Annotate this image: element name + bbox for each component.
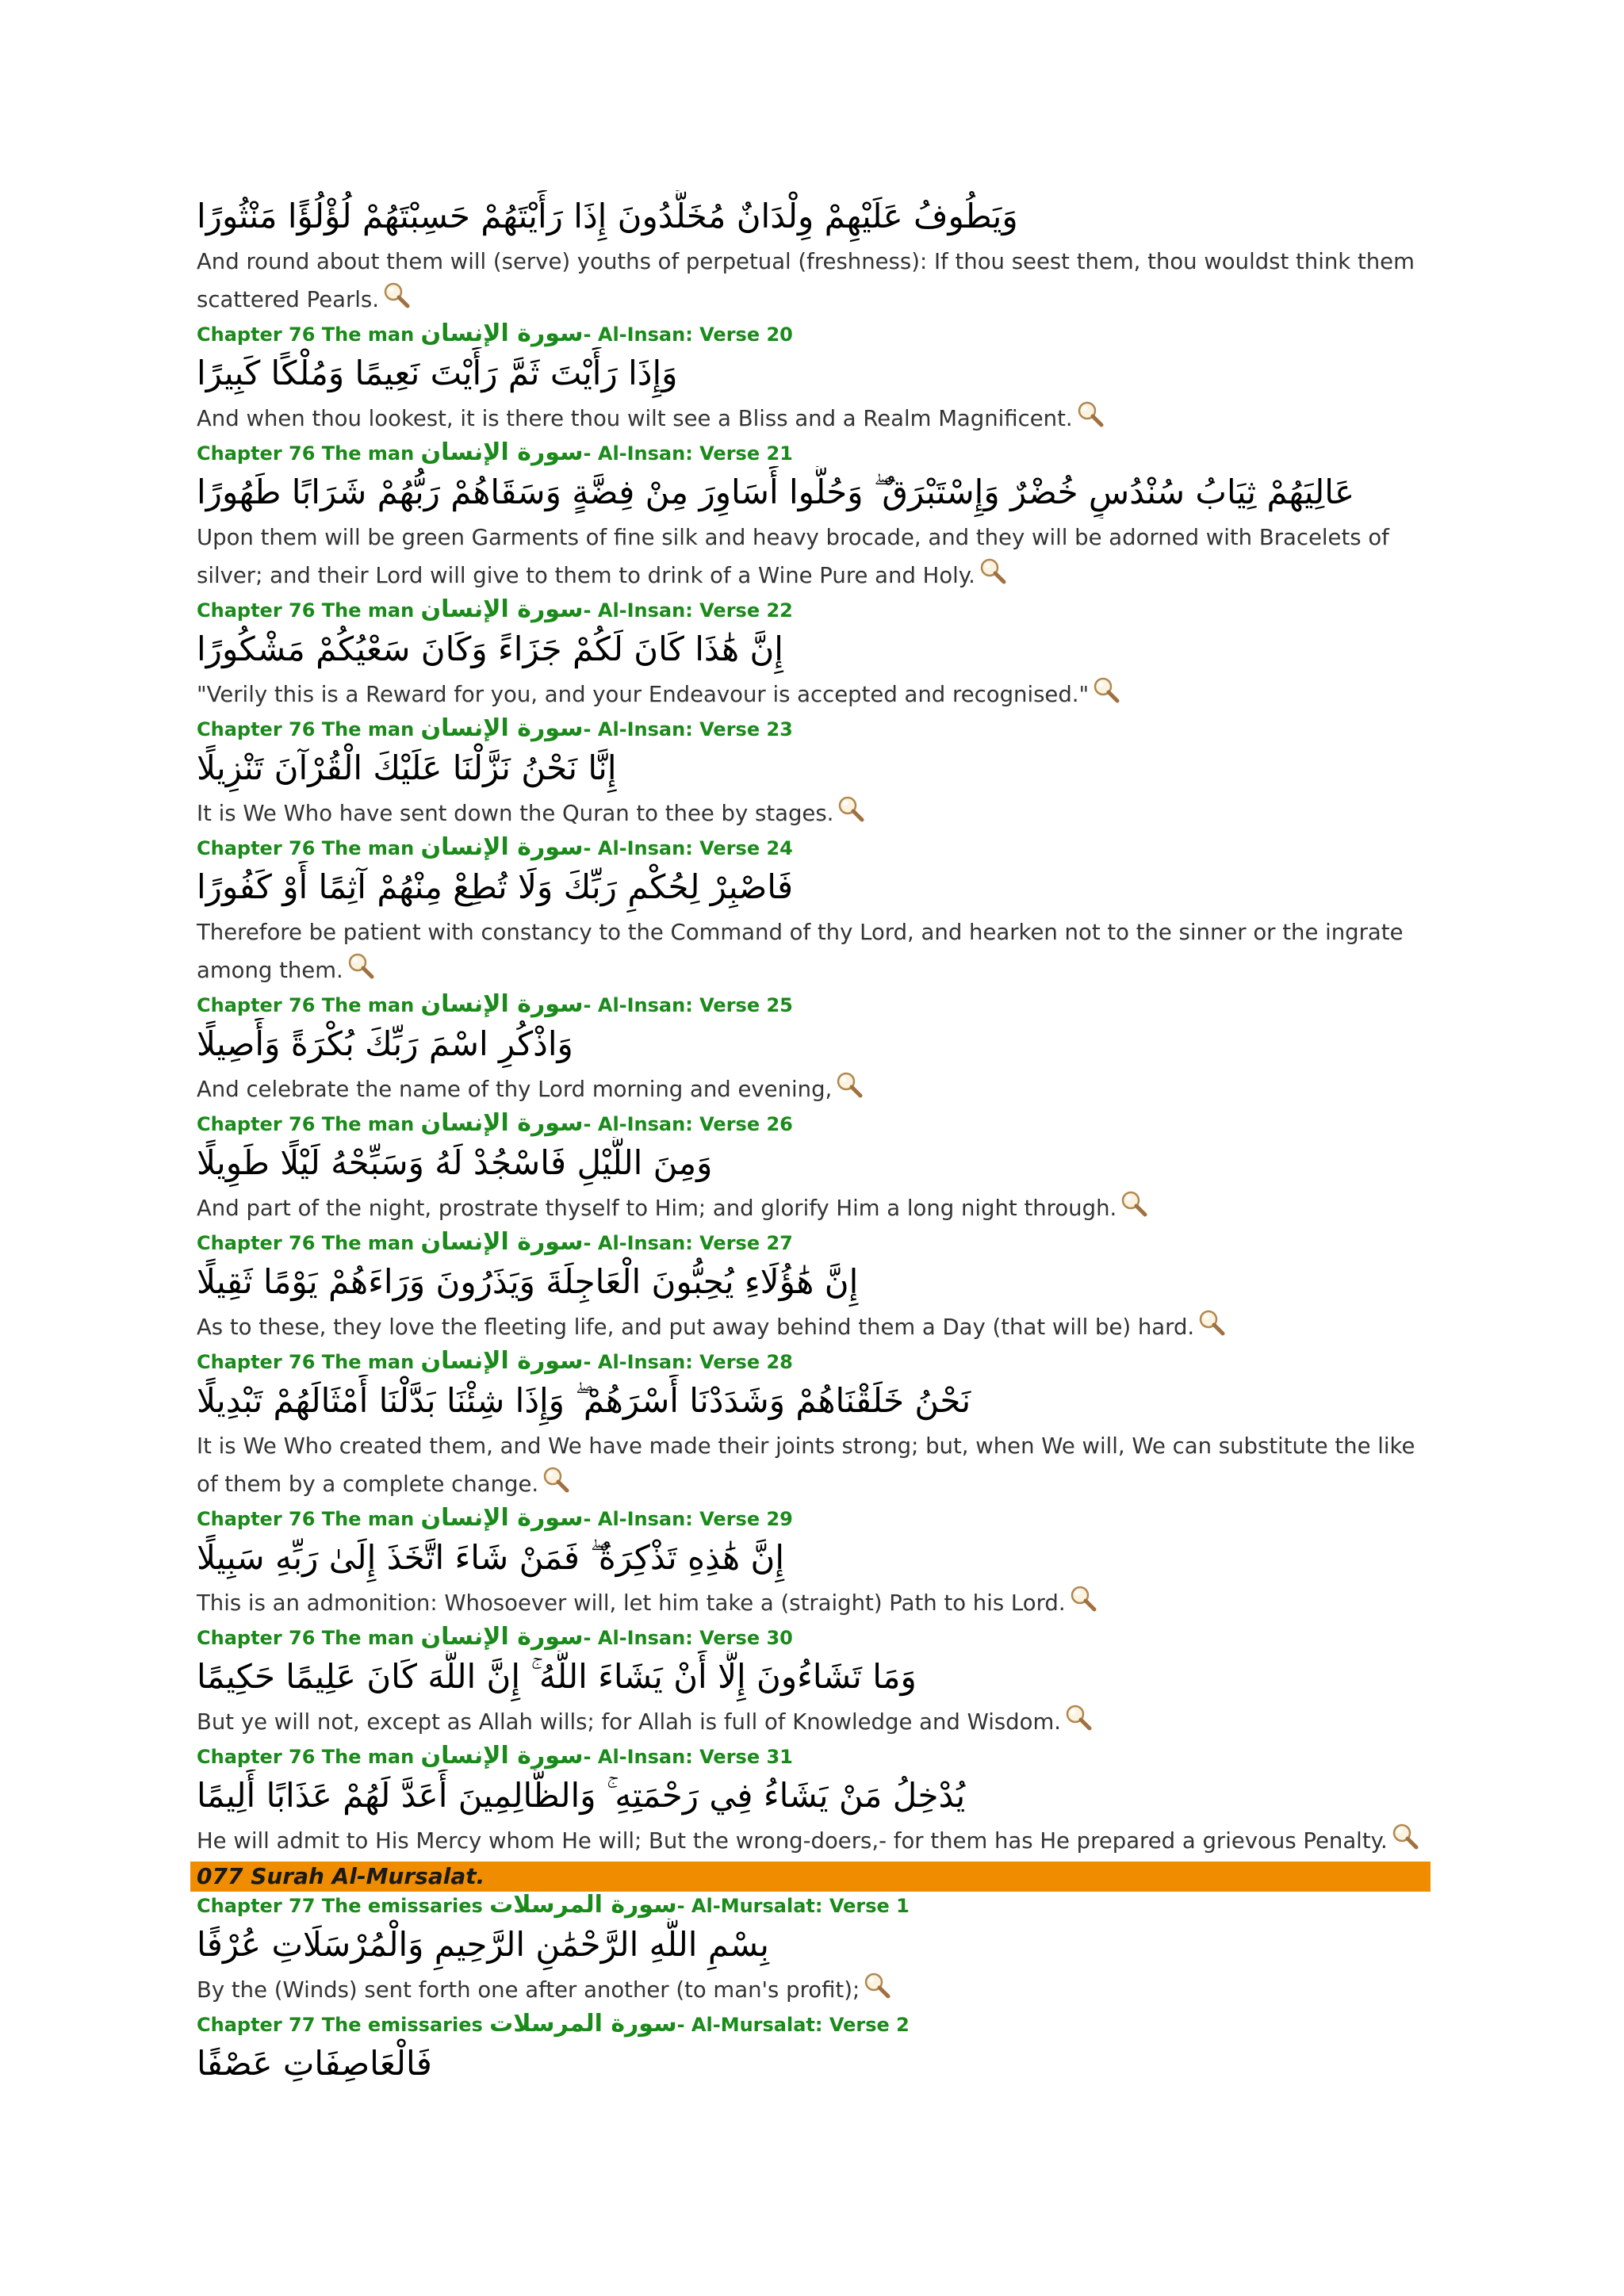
verse-reference: Chapter 76 The man سورة الإنسان- Al-Insan: Verse 22 [197,595,793,623]
verse-block-30 [197,1624,1434,1741]
verse-block-21 [197,439,1434,595]
translation-text: "Verily this is a Reward for you, and your Endeavour is accepted and recognised." [197,675,1434,714]
magnifier-icon[interactable] [837,795,865,822]
verse-reference: Chapter 76 The man سورة الإنسان- Al-Insan: Verse 30 [197,1623,793,1651]
verse-reference: Chapter 76 The man سورة الإنسان- Al-Insan: Verse 24 [197,833,793,861]
verse-reference: Chapter 76 The man سورة الإنسان- Al-Insan: Verse 28 [197,1347,793,1375]
magnifier-icon[interactable] [1120,1190,1148,1217]
verse-reference: Chapter 76 The man سورة الإنسان- Al-Insan: Verse 21 [197,438,793,466]
surah-header: 077 Surah Al-Mursalat. [190,1862,1431,1892]
translation-text: This is an admonition: Whosoever will, let him take a (straight) Path to his Lord. [197,1584,1434,1622]
verse-reference: Chapter 76 The man سورة الإنسان- Al-Insan: Verse 29 [197,1504,793,1532]
arabic-verse: إِنَّ هَٰذِهِ تَذْكِرَةٌ ۖ فَمَنْ شَاءَ اتَّخَذَ إِلَىٰ رَبِّهِ سَبِيلًا [197,1538,785,1577]
translation-text: But ye will not, except as Allah wills; for Allah is full of Knowledge and Wisdom. [197,1703,1434,1741]
verse-block-31 [197,1743,1434,1860]
arabic-verse: إِنَّا نَحْنُ نَزَّلْنَا عَلَيْكَ الْقُرْآنَ تَنْزِيلًا [197,748,617,787]
translation-text: And when thou lookest, it is there thou wilt see a Bliss and a Realm Magnificent. [197,400,1434,438]
verse-reference: Chapter 76 The man سورة الإنسان- Al-Insan: Verse 20 [197,320,793,347]
translation-text: Therefore be patient with constancy to the Command of thy Lord, and hearken not to the sinner or the ingrate among them. [197,920,1404,983]
magnifier-icon[interactable] [1064,1704,1093,1731]
arabic-verse: وَيَطُوفُ عَلَيْهِمْ وِلْدَانٌ مُخَلَّدُونَ إِذَا رَأَيْتَهُمْ حَسِبْتَهُمْ لُؤْلُؤًا مَنْثُورًا [197,197,1018,235]
page-content [197,190,1434,2090]
magnifier-icon[interactable] [1069,1585,1097,1612]
translation-label: And round about them will (serve) youths of perpetual (freshness): If thou seest them, thou wouldst think them scattered Pearls. [197,249,1415,312]
magnifier-icon[interactable] [1391,1823,1419,1850]
translation-text: As to these, they love the fleeting life, and put away behind them a Day (that will be) hard. [197,1308,1434,1346]
verse-block-20 [197,320,1434,438]
verse-reference: Chapter 77 The emissaries سورة المرسلات- Al-Mursalat: Verse 2 [197,2010,910,2038]
translation-text: And celebrate the name of thy Lord morning and evening, [197,1070,1434,1108]
magnifier-icon[interactable] [382,281,411,308]
magnifier-icon[interactable] [347,952,375,979]
verse-block-22 [197,596,1434,714]
arabic-verse: إِنَّ هَٰؤُلَاءِ يُحِبُّونَ الْعَاجِلَةَ وَيَذَرُونَ وَرَاءَهُمْ يَوْمًا ثَقِيلًا [197,1262,859,1301]
verse-block-25 [197,991,1434,1108]
arabic-verse: فَالْعَاصِفَاتِ عَصْفًا [197,2044,432,2083]
verse-reference: Chapter 76 The man سورة الإنسان- Al-Insan: Verse 26 [197,1109,793,1137]
magnifier-icon[interactable] [835,1071,864,1098]
verse-block-24 [197,834,1434,989]
magnifier-icon[interactable] [1197,1309,1226,1336]
arabic-verse: بِسْمِ اللَّهِ الرَّحْمَٰنِ الرَّحِيمِ وَالْمُرْسَلَاتِ عُرْفًا [197,1925,769,1964]
verse-block-top [197,190,1434,319]
arabic-verse: وَاذْكُرِ اسْمَ رَبِّكَ بُكْرَةً وَأَصِيلًا [197,1024,573,1063]
arabic-verse: وَإِذَا رَأَيْتَ ثَمَّ رَأَيْتَ نَعِيمًا وَمُلْكًا كَبِيرًا [197,354,678,392]
magnifier-icon[interactable] [863,1972,891,1999]
verse-reference: Chapter 76 The man سورة الإنسان- Al-Insan: Verse 27 [197,1228,793,1256]
verse-block-23 [197,715,1434,832]
arabic-verse: فَاصْبِرْ لِحُكْمِ رَبِّكَ وَلَا تُطِعْ مِنْهُمْ آثِمًا أَوْ كَفُورًا [197,867,794,906]
arabic-verse: إِنَّ هَٰذَا كَانَ لَكُمْ جَزَاءً وَكَانَ سَعْيُكُمْ مَشْكُورًا [197,629,783,668]
translation-text: It is We Who created them, and We have made their joints strong; but, when We will, We can substitute the like of them by a complete change. [197,1433,1415,1497]
arabic-verse: نَحْنُ خَلَقْنَاهُمْ وَشَدَدْنَا أَسْرَهُمْ ۖ وَإِذَا شِئْنَا بَدَّلْنَا أَمْثَالَهُمْ تَبْدِيلًا [197,1381,971,1420]
translation-text: Upon them will be green Garments of fine silk and heavy brocade, and they will be adorned with Bracelets of silver; and their Lord will give to them to drink of a Wine Pure and Holy. [197,525,1389,588]
magnifier-icon[interactable] [542,1466,570,1493]
arabic-verse: وَمِنَ اللَّيْلِ فَاسْجُدْ لَهُ وَسَبِّحْهُ لَيْلًا طَوِيلًا [197,1143,713,1182]
verse-block-77-1 [197,1892,1434,2009]
arabic-verse: وَمَا تَشَاءُونَ إِلَّا أَنْ يَشَاءَ اللَّهُ ۚ إِنَّ اللَّهَ كَانَ عَلِيمًا حَكِيمًا [197,1657,917,1696]
verse-block-77-2 [197,2011,1434,2090]
verse-block-27 [197,1229,1434,1346]
arabic-verse: عَالِيَهُمْ ثِيَابُ سُنْدُسٍ خُضْرٌ وَإِسْتَبْرَقٌ ۖ وَحُلُّوا أَسَاوِرَ مِنْ فِضَّةٍ وَسَقَاهُمْ رَبُّهُمْ شَرَابًا طَهُورًا [197,473,1355,511]
verse-reference: Chapter 76 The man سورة الإنسان- Al-Insan: Verse 31 [197,1742,793,1770]
magnifier-icon[interactable] [1092,676,1120,703]
magnifier-icon[interactable] [979,557,1007,584]
verse-reference: Chapter 76 The man سورة الإنسان- Al-Insan: Verse 23 [197,714,793,742]
verse-reference: Chapter 76 The man سورة الإنسان- Al-Insan: Verse 25 [197,990,793,1018]
translation-text: And part of the night, prostrate thyself to Him; and glorify Him a long night through. [197,1189,1434,1227]
verse-reference: Chapter 77 The emissaries سورة المرسلات- Al-Mursalat: Verse 1 [197,1891,910,1919]
translation-text [197,243,1434,319]
arabic-verse: يُدْخِلُ مَنْ يَشَاءُ فِي رَحْمَتِهِ ۚ وَالظَّالِمِينَ أَعَدَّ لَهُمْ عَذَابًا أَلِيمًا [197,1776,966,1815]
verse-block-29 [197,1505,1434,1622]
translation-text: By the (Winds) sent forth one after another (to man's profit); [197,1971,1434,2009]
translation-text: He will admit to His Mercy whom He will; But the wrong-doers,- for them has He prepared a grievous Penalty. [197,1822,1434,1860]
translation-text: It is We Who have sent down the Quran to thee by stages. [197,794,1434,832]
magnifier-icon[interactable] [1076,400,1105,427]
verse-block-28 [197,1348,1434,1503]
verse-block-26 [197,1110,1434,1227]
